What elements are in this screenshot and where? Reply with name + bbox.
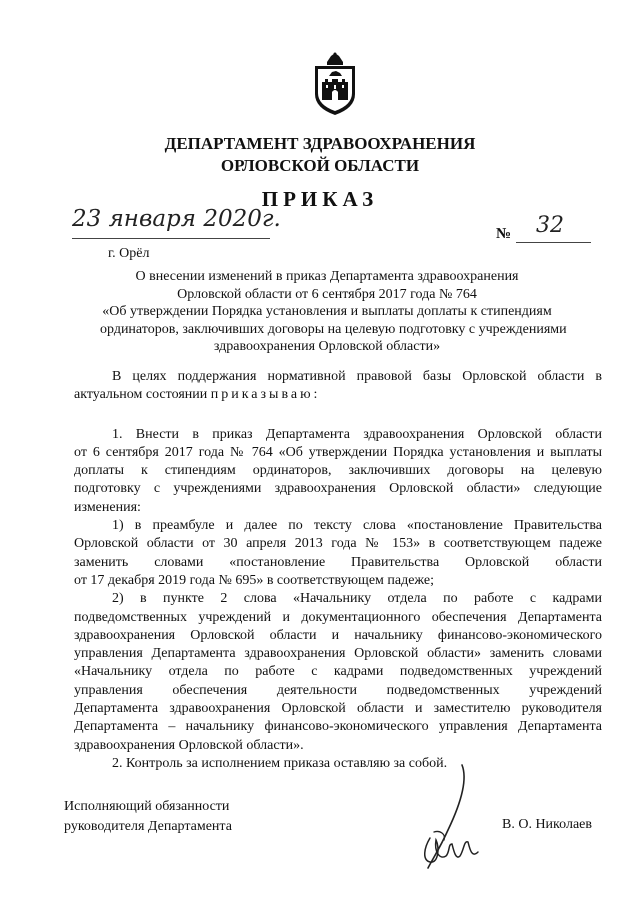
body-line: подведомственных учреждений и документационного обеспечения Департамента [74,609,602,625]
coat-of-arms-icon [310,52,360,116]
body-line: изменения: [74,499,141,515]
body-line: от 6 сентября 2017 года № 764 «Об утверждении Порядка установления и выплаты [74,444,602,460]
number-underline [516,242,591,243]
document-type-title: ПРИКАЗ [261,187,379,211]
department-line-1: ДЕПАРТАМЕНТ ЗДРАВООХРАНЕНИЯ [164,134,476,153]
number-label: № [496,226,512,242]
body-text: актуальном состоянии [74,387,211,403]
body-line: подготовку с учреждениями здравоохранения Орловской области» следующие [74,481,602,497]
body-line: Департамента здравоохранения Орловской области и заместителю руководителя [74,701,602,717]
city: г. Орёл [108,246,150,261]
body-line [74,386,602,404]
body-line: Орловской области от 30 апреля 2013 года № 153» в соответствующем падеже [74,536,602,552]
body-line: «Начальнику отдела по работе с кадрами подведомственных учреждений [74,664,602,680]
order-body [74,368,602,773]
handwritten-number: 32 [536,213,564,238]
subject-line: Орловской области от 6 сентября 2017 года № 764 [177,286,477,302]
position-line-1: Исполняющий обязанности [64,799,230,814]
body-line: Департамента – начальнику финансово-экономического управления Департамента [74,719,602,735]
subject-line: ординаторов, заключивших договоры на целевую подготовку с учреждениями [100,321,567,337]
signatory-name: В. О. Николаев [502,817,592,832]
department-line-2: ОРЛОВСКОЙ ОБЛАСТИ [220,156,420,175]
order-keyword: приказываю: [210,387,321,403]
department-name [0,133,640,177]
order-subject [100,268,567,356]
subject-line: «Об утверждении Порядка установления и выплаты доплаты к стипендиям [102,304,552,319]
signatory-position [64,797,232,837]
body-line: управления Департамента здравоохранения Орловской области» заменить словами [74,646,602,662]
body-line: 2. Контроль за исполнением приказа оставляю за собой. [112,755,448,771]
handwritten-date: 23 января 2020г. [72,206,281,232]
position-line-2: руководителя Департамента [64,819,232,834]
subject-line: здравоохранения Орловской области» [213,339,441,354]
handwritten-signature-icon [410,760,490,875]
body-line: здравоохранения Орловской области». [74,737,304,753]
body-line: 1) в преамбуле и далее по тексту слова «постановление Правительства [112,518,602,534]
body-line: заменить словами «постановление Правительства Орловской области [74,554,602,570]
body-line: от 17 декабря 2019 года № 695» в соответствующем падеже; [74,572,435,588]
body-line: В целях поддержания нормативной правовой базы Орловской области в [112,369,602,384]
body-line: 2) в пункте 2 слова «Начальнику отдела по работе с кадрами [112,591,602,607]
body-line: доплаты к стипендиям ординаторов, заключивших договоры на целевую [74,463,602,479]
body-line: 1. Внести в приказ Департамента здравоохранения Орловской области [112,426,602,442]
body-line: управления обеспечения деятельности подведомственных учреждений [74,682,602,698]
subject-line: О внесении изменений в приказ Департамента здравоохранения [135,269,519,284]
body-line: здравоохранения Орловской области и начальнику финансово-экономического [74,627,602,643]
date-underline [72,238,270,239]
